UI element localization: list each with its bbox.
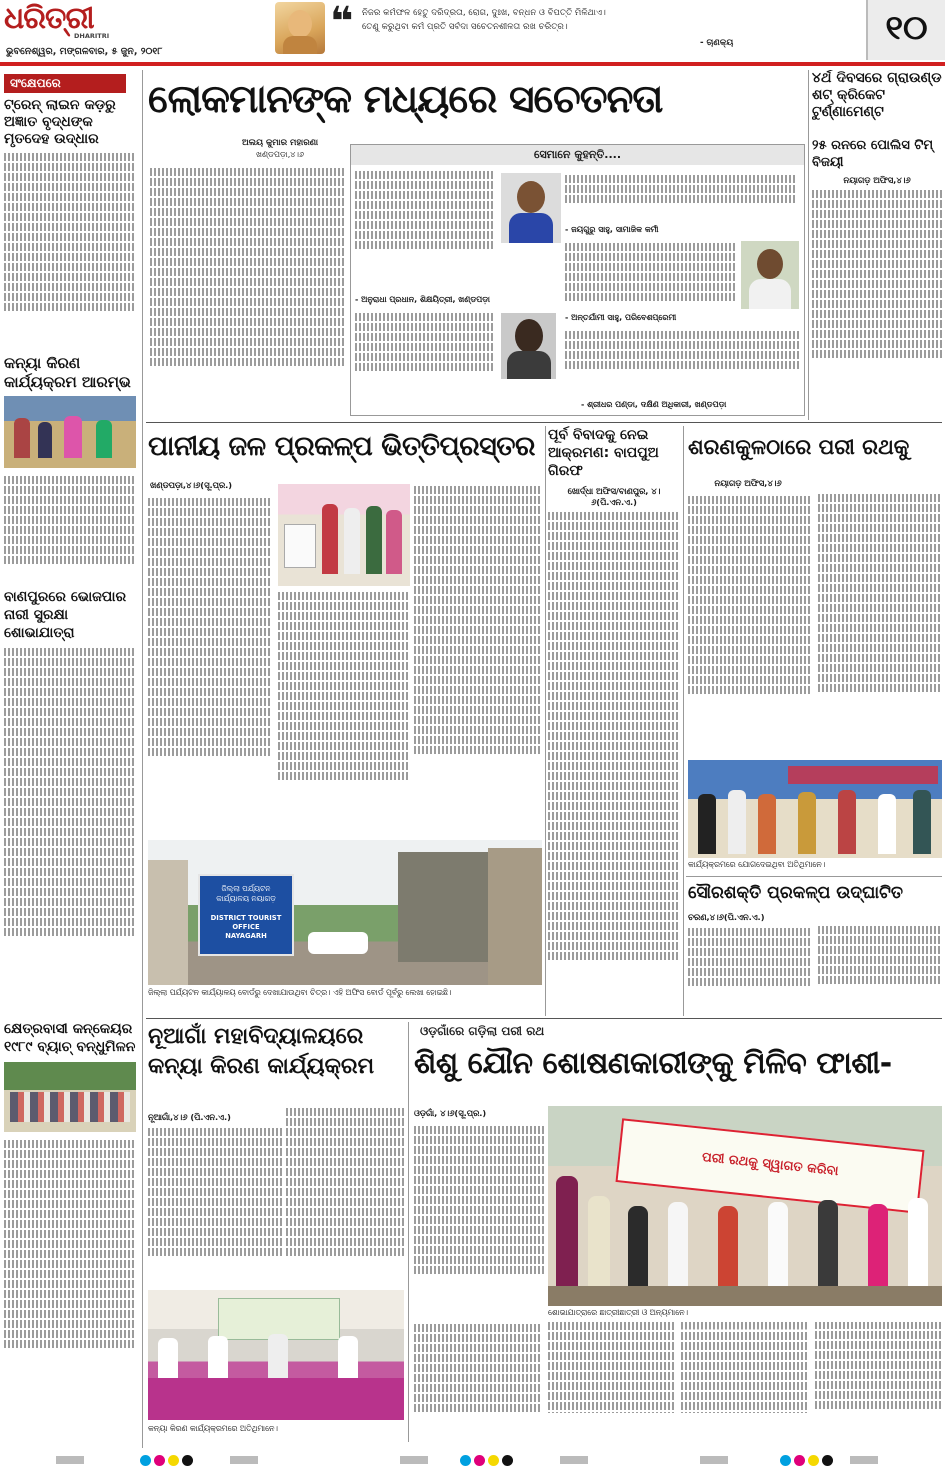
brief-3-headline: ବାଣପୁରରେ ଭୋଜପାର ନାରୀ ସୁରକ୍ଷା ଶୋଭାଯାତ୍ରା (4, 589, 127, 641)
water-dateline: ଖଣ୍ଡପଡ଼ା,୪।୬(ସୂ.ପ୍ର.) (150, 480, 233, 490)
brief-1-body (0, 148, 140, 354)
cricket-story (812, 70, 942, 420)
opinion-photo-3 (501, 313, 556, 379)
solar-body (688, 926, 942, 1014)
opinion-quote-1-by: - ଜୟଗୁରୁ ସାହୁ, ସାମାଜିକ କର୍ମୀ (565, 225, 659, 234)
quote-author: - ଚାଣକ୍ୟ (700, 38, 734, 48)
opinion-quote-2-by: - ଅନୁରାଧା ପ୍ରଧାନ, ଶିକ୍ଷୟିତ୍ରୀ, ଖଣ୍ଡପଡ଼ା (355, 295, 490, 304)
opinion-photo-1 (501, 173, 561, 243)
brief-1-headline: ଟ୍ରେନ୍ ଲାଇନ କଡ଼ରୁ ଅଜ୍ଞାତ ବୃଦ୍ଧଙ୍କ ମୃତଦେହ ଉଦ୍ଧାର (4, 97, 116, 147)
child-dateline: ଓଡ଼ଗାଁ, ୪।୬(ସୂ.ପ୍ର.) (414, 1108, 487, 1118)
briefs-label: ସଂକ୍ଷେପରେ (4, 74, 126, 93)
chanakya-portrait (275, 2, 325, 54)
column-rule (808, 70, 809, 420)
dispute-story (548, 426, 680, 1016)
masthead-rule (0, 62, 945, 66)
opinion-photo-2 (741, 241, 799, 309)
section-rule (146, 422, 942, 423)
welcome-headline: ଶରଣକୁଳଠାରେ ପରୀ ରଥକୁ (688, 435, 910, 459)
child-kicker: ଓଡ଼ଗାଁରେ ଗଡ଼ିଲା ପରୀ ରଥ (420, 1024, 545, 1038)
masthead (0, 0, 945, 80)
section-rule (686, 876, 942, 877)
quote-line-2: ତେଣୁ କରୁଥିବା କର୍ମ ପ୍ରତି ସର୍ବଦା ସଚେତନଶୀଳତା ରଖ ଚରିତ୍ର। (362, 22, 568, 32)
welcome-photo-caption: କାର୍ଯ୍ୟକ୍ରମରେ ଯୋଗଦେଇଥିବା ଅତିଥିମାନେ। (688, 860, 826, 869)
college-headline: ନୂଆଗାଁ ମହାବିଦ୍ୟାଳୟରେ କନ୍ୟା କିରଣ କାର୍ଯ୍ୟକ୍ରମ (148, 1024, 375, 1079)
opinion-col4 (355, 311, 495, 411)
welcome-dateline: ନୟାଗଡ଼ ଅଫିସ,୪।୬ (714, 478, 782, 488)
child-photo-caption: ଶୋଭାଯାତ୍ରାରେ ଛାତ୍ରୀଛାତ୍ରୀ ଓ ଅନ୍ୟମାନେ। (548, 1308, 688, 1317)
college-body-col2 (286, 1106, 404, 1286)
cricket-subhead: ୨୫ ରନରେ ପୋଲିସ ଟିମ୍ ବିଜୟୀ (812, 138, 934, 170)
print-registration-strip (0, 1448, 945, 1472)
opinion-col2 (565, 173, 795, 223)
water-event-photo (278, 484, 410, 586)
column-rule (683, 426, 684, 1016)
welcome-photo (688, 760, 942, 858)
logo-subtext: DHARITRI (74, 32, 110, 40)
opinion-box-title: ସେମାନେ କୁହନ୍ତି.... (351, 145, 804, 165)
cricket-dateline: ନୟାଗଡ଼ ଅଫିସ,୪।୬ (843, 175, 911, 185)
lead-byline-place: ଖଣ୍ଡପଡ଼ା,୪।୬ (256, 150, 304, 159)
page-number: ୧୦ (885, 8, 928, 48)
cricket-headline: ୪ର୍ଥ ଦିବସରେ ଗ୍ରାଉଣ୍ଡ ଶଟ୍ କ୍ରିକେଟ ଟୁର୍ଣ୍ଣାମେଣ୍ଟ (812, 70, 942, 120)
welcome-body (688, 494, 942, 756)
brief-2-headline: କନ୍ୟା କିରଣ କାର୍ଯ୍ୟକ୍ରମ ଆରମ୍ଭ (4, 354, 131, 391)
tourist-office-photo (148, 840, 542, 985)
solar-headline: ସୌରଶକ୍ତି ପ୍ରକଳ୍ପ ଉଦ୍‌ଘାଟିତ (688, 883, 904, 903)
solar-dateline: ଚରଣ,୪।୬(ପି.ଏନ.ଏ.) (688, 912, 765, 922)
dispute-headline: ପୂର୍ବ ବିବାଦକୁ ନେଇ ଆକ୍ରମଣ: ବାପପୁଅ ଗିରଫ (548, 427, 659, 479)
child-body-bottom (414, 1322, 942, 1440)
column-rule (545, 426, 546, 1016)
date-line: ଭୁବନେଶ୍ୱର, ମଙ୍ଗଳବାର, ୫ ଜୁନ, ୨୦୧୮ (6, 46, 163, 57)
quote-mark-icon: ❝ (330, 2, 354, 32)
brief-4-body (0, 1136, 140, 1420)
water-body-col3 (414, 484, 542, 836)
brief-4-headline: କ୍ଷେତ୍ରବାସୀ କନ୍‌କେୟର ୧୯୮୯ ବ୍ୟାଚ୍ ବନ୍ଧୁମିଳନ (4, 1021, 136, 1055)
briefs-column (0, 70, 140, 1450)
child-body-col1 (414, 1124, 544, 1306)
column-rule (408, 1022, 409, 1442)
column-rule (142, 70, 143, 1450)
page-number-box (866, 0, 945, 60)
water-body-col2 (278, 590, 410, 836)
opinion-quote-3-by: - ଅନ୍ତର୍ଯାମୀ ସାହୁ, ପରିବେଶପ୍ରେମୀ (565, 313, 677, 322)
section-rule (146, 1018, 942, 1019)
college-photo-caption: କନ୍ୟା କିରଣ କାର୍ଯ୍ୟକ୍ରମରେ ଅତିଥିମାନେ। (148, 1424, 278, 1433)
college-photo (148, 1290, 404, 1420)
water-headline: ପାନୀୟ ଜଳ ପ୍ରକଳ୍ପ ଭିତ୍ତିପ୍ରସ୍ତର (148, 431, 536, 462)
child-headline: ଶିଶୁ ଯୌନ ଶୋଷଣକାରୀଙ୍କୁ ମିଳିବ ଫାଶୀ- (414, 1046, 892, 1081)
lead-byline: ଅଲୟ କୁମାର ମହାରଣା (241, 138, 319, 148)
brief-4-photo (4, 1062, 136, 1132)
child-rally-banner: ପରୀ ରଥକୁ ସ୍ୱାଗତ କରିବା (615, 1118, 924, 1213)
opinion-quote-4-by: - ଶ୍ରୀଧର ପଣ୍ଡା, ଦକ୍ଷିଣ ଅଧିକାରୀ, ଖଣ୍ଡପଡ଼ା (581, 400, 727, 409)
child-rally-photo (548, 1106, 942, 1306)
water-body-col1 (148, 496, 272, 836)
opinion-box (350, 144, 805, 416)
lead-headline: ଲୋକମାନଙ୍କ ମଧ୍ୟରେ ସଚେତନତା (148, 77, 663, 122)
tourist-office-sign: ଜିଲ୍ଲା ପର୍ଯ୍ୟଟନ କାର୍ଯ୍ୟାଳୟ ନୟାଗଡ଼ DISTRICT TOURIST OFFICE NAYAGARH (198, 874, 294, 956)
logo-text: ଧରିତ୍ରୀ (4, 2, 94, 36)
logo (4, 2, 134, 42)
quote-line-1: ନିଜର କର୍ମଫଳ ହେତୁ ଦରିଦ୍ରତା, ରୋଗ, ଦୁଃଖ, ବନ୍ଧନ ଓ ବିପତ୍ତି ମିଳିଥାଏ। (362, 8, 606, 18)
brief-3-body (0, 644, 140, 1018)
lead-body-col1 (150, 166, 345, 416)
brief-2-photo (4, 396, 136, 468)
college-dateline: ନୂଆଗାଁ,୪।୬ (ପି.ଏନ.ଏ.) (148, 1112, 231, 1122)
opinion-col5 (565, 329, 800, 399)
brief-2-body (0, 472, 140, 586)
college-body-col1 (148, 1126, 282, 1286)
tourist-office-caption: ଜିଲ୍ଲା ପର୍ଯ୍ୟଟନ କାର୍ଯ୍ୟାଳୟ ବୋର୍ଡରୁ ଦେଖାଯାଉଥିବା ଚିତ୍ର। ଏହି ଅଫିସ ବୋର୍ଡ ପୂର୍ବରୁ ଲେଖା ହୋଇଛି। (148, 988, 452, 997)
dispute-dateline: ଖୋର୍ଦ୍ଧା ଅଫିସ/ବାଣପୁର, ୪।୬(ପି.ଏନ.ଏ.) (567, 486, 661, 507)
